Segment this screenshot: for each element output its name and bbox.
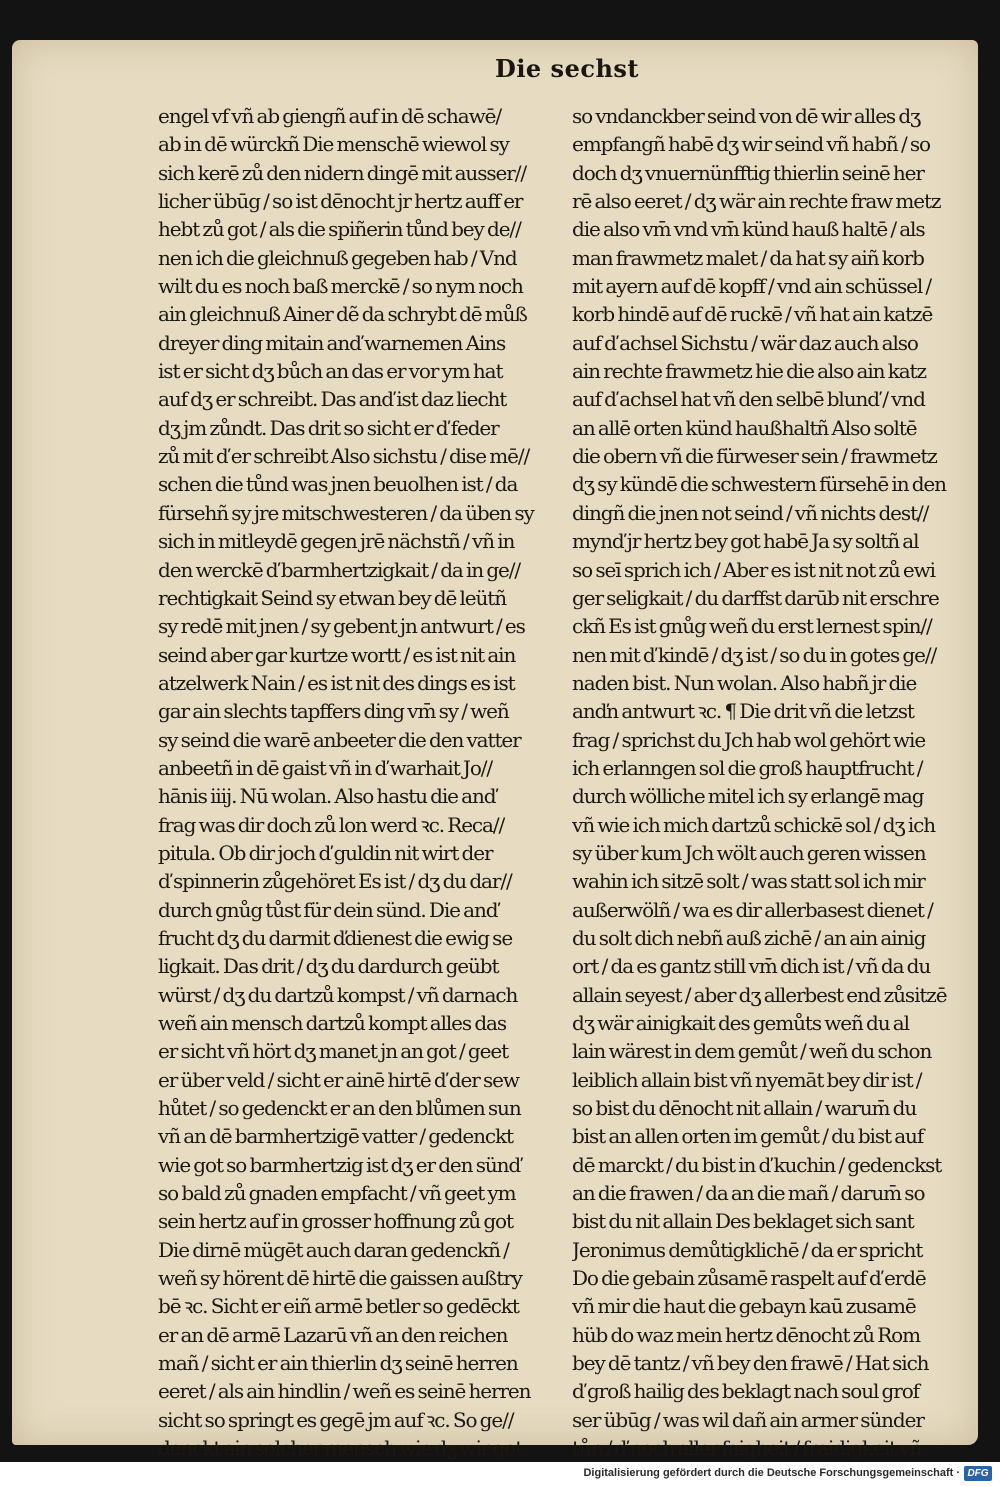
text-line: dreyer ding mitain anď warnemen Ains	[158, 330, 506, 355]
text-line: leiblich allain bist vñ nyemāt bey dir ist /	[572, 1067, 922, 1092]
text-line: atzelwerk Nain / es ist nit des dings es ist	[158, 670, 515, 695]
text-line: sy über kum Jch wölt auch geren wissen	[572, 840, 926, 865]
text-line: so bald zů gnaden empfacht / vñ geet ym	[158, 1181, 516, 1206]
text-line: sich in mitleydē gegen jrē nächstñ / vñ in	[158, 529, 515, 554]
text-line: nen ich die gleichnuß gegeben hab / Vnd	[158, 245, 517, 270]
text-line: wahin ich sitzē solt / was statt sol ich mir	[572, 869, 925, 894]
text-line: frag / sprichst du Jch hab wol gehört wie	[572, 727, 926, 752]
left-text-column	[158, 102, 554, 1463]
text-line: anďn antwurt ꝛc. ¶ Die drit vñ die letzst	[572, 699, 914, 724]
text-line: wilt du es noch baß merckē / so nym noch	[158, 274, 523, 299]
text-line: ab in dē würckñ Die menschē wiewol sy	[158, 132, 509, 157]
text-line: ď spinnerin zůgehöret Es ist / dʒ du dar//	[158, 869, 512, 894]
text-line: er an dē armē Lazarū vñ an den reichen	[158, 1322, 508, 1347]
text-line: pitula. Ob dir joch ď guldin nit wirt der	[158, 840, 493, 865]
text-line: anbeetñ in dē gaist vñ in ď warhait Jo//	[158, 755, 493, 780]
funding-credit: Digitalisierung gefördert durch die Deutsche Forschungsgemeinschaft ·	[583, 1467, 960, 1479]
text-line: mynď jr hertz bey got habē Ja sy soltñ al	[572, 529, 919, 554]
footer-bar	[0, 1462, 1000, 1486]
text-line: weñ ain mensch dartzů kompt alles das	[158, 1011, 507, 1035]
text-line: hüb do waz mein hertz dēnocht zů Rom	[572, 1322, 920, 1347]
text-line: denckt ain solcher mensch wie dʒ wir got	[158, 1436, 523, 1461]
text-line: licher übūg / so ist dēnocht jr hertz auff er	[158, 189, 523, 214]
text-line: hānis iiij. Nū wolan. Also hastu die anď	[158, 784, 496, 809]
text-line: dʒ wär ainigkait des gemůts weñ du al	[572, 1011, 909, 1035]
text-line: ain gleichnuß Ainer dẽ da schrybt dē můß	[158, 302, 527, 327]
text-line: gar ain slechts tapffers ding vm̄ sy / weñ	[158, 699, 509, 724]
text-line: vñ an dē barmhertzigē vatter / gedenckt	[158, 1124, 513, 1149]
text-line: dʒ jm zůndt. Das drit so sicht er ď feder	[158, 415, 499, 440]
text-line: ligkait. Das drit / dʒ du dardurch geübt	[158, 954, 499, 979]
text-line: ser übūg / was wil dañ ain armer sünder	[572, 1407, 924, 1432]
text-line: auf ď achsel hat vñ den selbē blunď / vnd	[572, 387, 925, 412]
text-line: du solt dich nebñ auß zichē / an ain ainig	[572, 925, 926, 950]
text-line: würst / dʒ du dartzů kompst / vñ darnach	[158, 982, 518, 1007]
text-line: frucht dʒ du darmit ďdienest die ewig se	[158, 925, 513, 950]
text-line: vñ wie ich mich dartzů schickē sol / dʒ ich	[572, 812, 936, 837]
text-line: sy redē mit jnen / sy gebent jn antwurt / es	[158, 614, 525, 639]
text-line: Jeronimus demůtigklichē / da er spricht	[572, 1237, 923, 1262]
text-line: Die dirnē mügēt auch daran gedenckñ /	[158, 1237, 509, 1262]
text-line: frag was dir doch zů lon werd ꝛc. Reca//	[158, 812, 505, 837]
text-line: sein hertz auf in grosser hoffnung zů got	[158, 1209, 513, 1234]
text-line: ain rechte frawmetz hie die also ain katz	[572, 359, 926, 384]
text-line: vñ mir die haut die gebayn kaū zusamē	[572, 1294, 916, 1319]
text-line: an die frawen / da an die mañ / darum̄ so	[572, 1181, 925, 1206]
text-line: so bist du dēnocht nit allain / warum̄ du	[572, 1096, 917, 1121]
text-line: die also vm̄ vnd vm̄ künd hauß haltē / als	[572, 217, 925, 242]
text-line: dingñ die jnen not seind / vñ nichts dest//	[572, 500, 929, 525]
text-line: doch dʒ vnuernünfftig thierlin seinē her	[572, 160, 924, 185]
text-line: so vndanckber seind von dē wir alles dʒ	[572, 104, 921, 128]
text-line: bē ꝛc. Sicht er eiñ armē betler so gedēckt	[158, 1294, 519, 1319]
running-head: Die sechst	[495, 54, 639, 83]
text-line: ď groß hailig des beklagt nach soul grof	[572, 1379, 919, 1404]
book-page	[12, 40, 978, 1461]
text-line: rē also eeret / dʒ wär ain rechte fraw metz	[572, 189, 941, 214]
text-line: bist du nit allain Des beklaget sich sant	[572, 1209, 914, 1234]
text-line: sich kerē zů den nidern dingē mit ausser//	[158, 160, 527, 185]
text-line: korb hindē auf dē ruckē / vñ hat ain katzē	[572, 302, 933, 327]
text-line: weñ sy hörent dē hirtē die gaissen außtry	[158, 1266, 522, 1291]
text-line: ckñ Es ist gnůg weñ du erst lernest spin//	[572, 614, 932, 639]
text-line: sy seind die warē anbeeter die den vatter	[158, 727, 521, 752]
text-line: er über veld / sicht er ainē hirtē ď der sew	[158, 1067, 519, 1092]
text-line: man frawmetz malet / da hat sy aiñ korb	[572, 245, 924, 270]
text-line: an allē orten künd haußhaltñ Also soltē	[572, 415, 917, 440]
dfg-logo-icon[interactable]: DFG	[964, 1466, 992, 1481]
text-line: zů mit ď er schreibt Also sichstu / dise mē//	[158, 444, 530, 469]
text-line: engel vf vñ ab giengñ auf in dē schawē/	[158, 104, 502, 128]
text-line: wie got so barmhertzig ist dʒ er den sünď	[158, 1152, 521, 1177]
text-line: ger seligkait / du darffst darūb nit erschre	[572, 585, 939, 610]
text-line: mit ayern auf dē kopff / vnd ain schüssel /	[572, 274, 932, 299]
text-line: naden bist. Nun wolan. Also habñ jr die	[572, 670, 917, 695]
text-line: tůn / ď noch aller faigheit / fraidigkeit vñ	[572, 1436, 922, 1461]
text-line: bist an allen orten im gemůt / du bist auf	[572, 1124, 924, 1149]
text-line: allain seyest / aber dʒ allerbest end zůsitzē	[572, 982, 947, 1007]
text-line: hebt zů got / als die spiñerin tůnd bey de//	[158, 217, 521, 242]
text-line: fürsehñ sy jre mitschwesteren / da üben sy	[158, 500, 534, 525]
text-line: Do die gebain zůsamē raspelt auf ď erdē	[572, 1266, 926, 1291]
text-line: schen die tůnd was jnen beuolhen ist / da	[158, 472, 518, 497]
text-line: er sicht vñ hört dʒ manet jn an got / geet	[158, 1039, 509, 1064]
text-line: ich erlanngen sol die groß hauptfrucht /	[572, 755, 923, 780]
text-line: dʒ sy kündē die schwestern fürsehē in den	[572, 472, 946, 497]
text-line: ort / da es gantz still vm̄ dich ist / vñ da du	[572, 954, 931, 979]
text-line: mañ / sicht er ain thierlin dʒ seinē herren	[158, 1351, 518, 1376]
text-line: durch wölliche mitel ich sy erlangē mag	[572, 784, 924, 809]
text-line: empfangñ habē dʒ wir seind vñ habñ / so	[572, 132, 930, 157]
right-text-column	[572, 102, 968, 1463]
text-line: hůtet / so gedenckt er an den blůmen sun	[158, 1096, 521, 1121]
text-line: ist er sicht dʒ bůch an das er vor ym hat	[158, 359, 503, 384]
text-line: den werckē ď barmhertzigkait / da in ge//	[158, 557, 521, 582]
text-line: lain wärest in dem gemůt / weñ du schon	[572, 1039, 932, 1064]
text-line: sicht so springt es gegē jm auf ꝛc. So ge//	[158, 1407, 514, 1432]
text-line: rechtigkait Seind sy etwan bey dē leütñ	[158, 585, 507, 610]
text-line: auf dʒ er schreibt. Das anď ist daz liecht	[158, 387, 507, 412]
text-line: dē marckt / du bist in ď kuchin / gedenckst	[572, 1152, 942, 1177]
text-line: eeret / als ain hindlin / weñ es seinē herren	[158, 1379, 531, 1404]
text-line: auf ď achsel Sichstu / wär daz auch also	[572, 330, 918, 355]
text-line: nen mit ď kindē / dʒ ist / so du in gotes ge//	[572, 642, 937, 667]
text-line: seind aber gar kurtze wortt / es ist nit ain	[158, 642, 516, 667]
text-line: außerwölñ / wa es dir allerbasest dienet /	[572, 897, 933, 922]
text-line: so seī sprich ich / Aber es ist nit not zů ewi	[572, 557, 935, 582]
text-line: die obern vñ die fürweser sein / frawmetz	[572, 444, 937, 469]
text-line: durch gnůg tůst für dein sünd. Die anď	[158, 897, 498, 922]
text-line: bey dē tantz / vñ bey den frawē / Hat sich	[572, 1351, 929, 1376]
